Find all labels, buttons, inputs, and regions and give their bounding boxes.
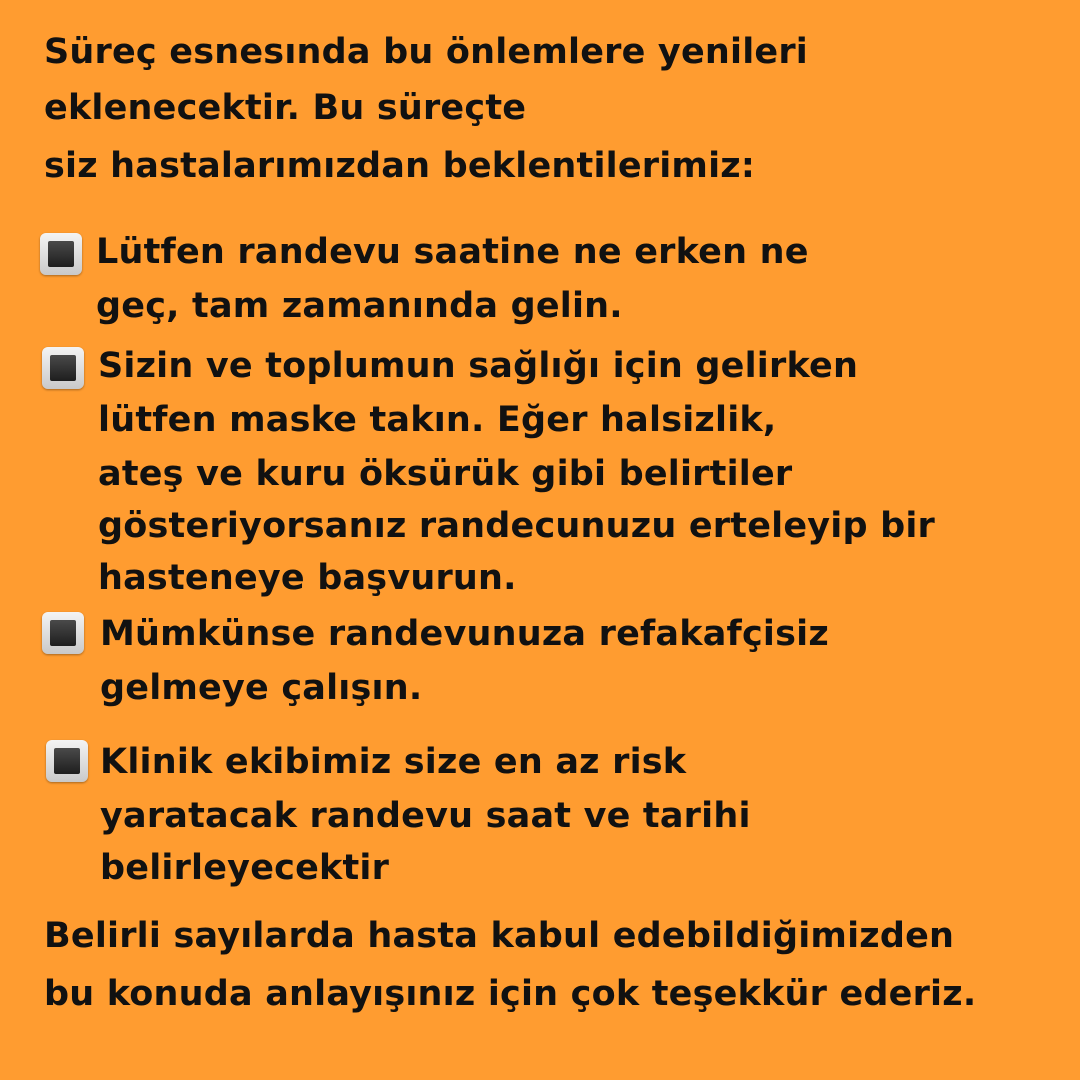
- bullet-line: gösteriyorsanız randecunuzu erteleyip bir: [98, 506, 936, 546]
- bullet-line: yaratacak randevu saat ve tarihi: [100, 796, 751, 836]
- bullet-line: gelmeye çalışın.: [100, 668, 423, 708]
- bullet-line: lütfen maske takın. Eğer halsizlik,: [98, 400, 777, 440]
- black-square-button-icon: [40, 233, 82, 275]
- bullet-line: Mümkünse randevunuza refakafçisiz: [100, 614, 829, 654]
- intro-line: siz hastalarımızdan beklentilerimiz:: [44, 146, 756, 186]
- black-square-button-icon: [46, 740, 88, 782]
- bullet-line: Lütfen randevu saatine ne erken ne: [96, 232, 809, 272]
- bullet-line: belirleyecektir: [100, 848, 390, 888]
- closing-line: Belirli sayılarda hasta kabul edebildiğimizden: [44, 916, 955, 956]
- intro-line: eklenecektir. Bu süreçte: [44, 88, 527, 128]
- intro-line: Süreç esnesında bu önlemlere yenileri: [44, 32, 808, 72]
- closing-line: bu konuda anlayışınız için çok teşekkür ederiz.: [44, 974, 977, 1014]
- black-square-button-icon: [42, 612, 84, 654]
- black-square-button-icon: [42, 347, 84, 389]
- bullet-line: ateş ve kuru öksürük gibi belirtiler: [98, 454, 793, 494]
- bullet-line: Klinik ekibimiz size en az risk: [100, 742, 687, 782]
- bullet-line: Sizin ve toplumun sağlığı için gelirken: [98, 346, 859, 386]
- bullet-line: hasteneye başvurun.: [98, 558, 517, 598]
- bullet-line: geç, tam zamanında gelin.: [96, 286, 623, 326]
